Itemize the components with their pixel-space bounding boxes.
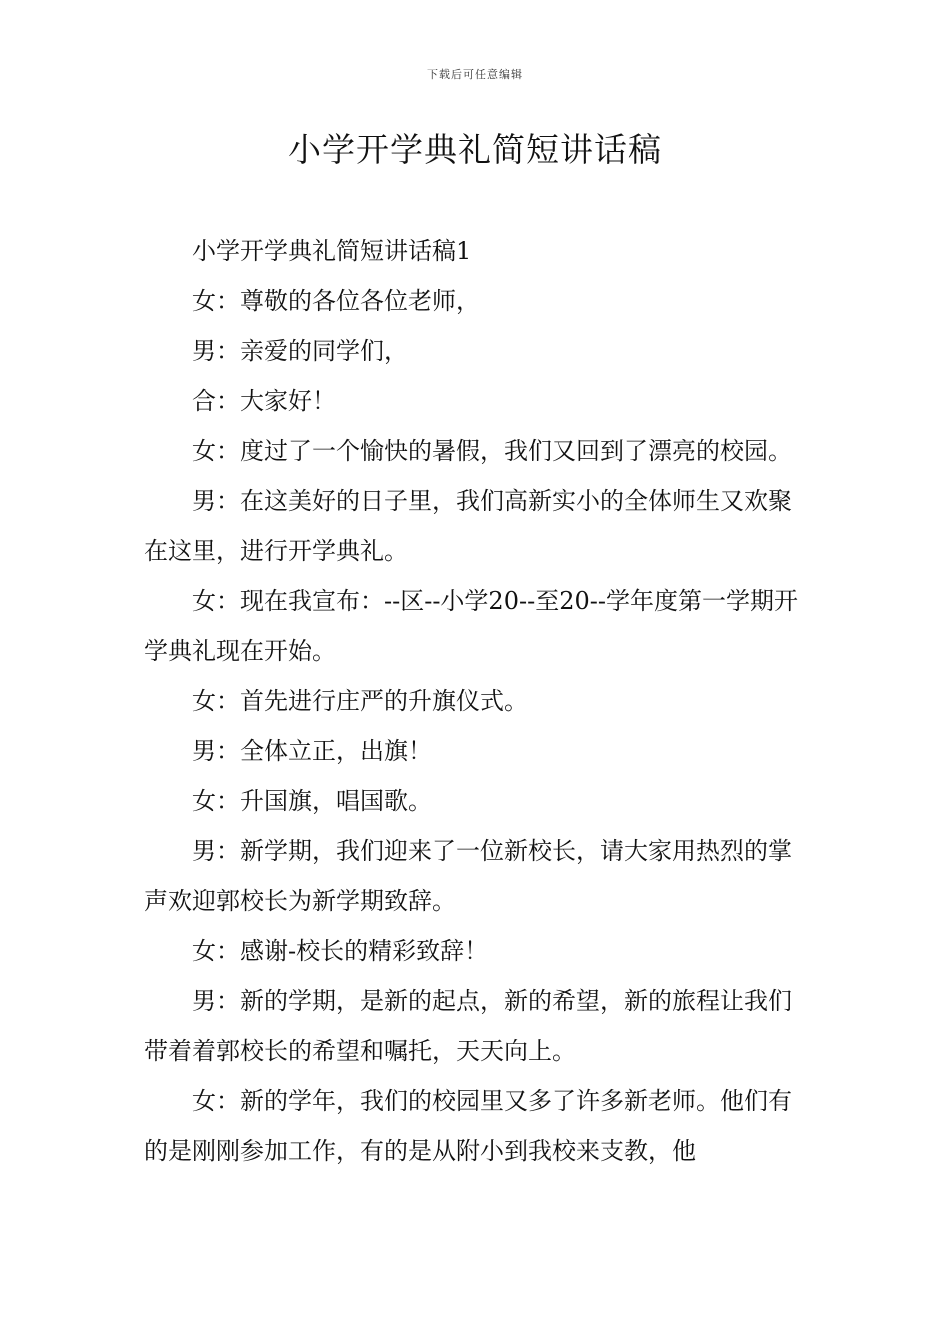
paragraph: 男：在这美好的日子里，我们高新实小的全体师生又欢聚在这里，进行开学典礼。 — [144, 487, 792, 565]
paragraph: 女：度过了一个愉快的暑假，我们又回到了漂亮的校园。 — [192, 437, 792, 465]
paragraph: 女：升国旗，唱国歌。 — [192, 787, 432, 815]
paragraph: 男：新学期，我们迎来了一位新校长，请大家用热烈的掌声欢迎郭校长为新学期致辞。 — [144, 837, 792, 915]
paragraph: 女：现在我宣布：--区--小学20--至20--学年度第一学期开学典礼现在开始。 — [144, 587, 798, 665]
paragraph: 男：亲爱的同学们， — [192, 337, 408, 365]
header-note: 下载后可任意编辑 — [427, 68, 523, 81]
paragraph: 女：尊敬的各位各位老师， — [192, 287, 480, 315]
document-title: 小学开学典礼简短讲话稿 — [288, 130, 662, 169]
paragraph: 合：大家好！ — [192, 387, 336, 415]
document-body — [144, 226, 808, 1176]
paragraph: 女：首先进行庄严的升旗仪式。 — [192, 687, 528, 715]
paragraph: 男：新的学期，是新的起点，新的希望，新的旅程让我们带着着郭校长的希望和嘱托，天天向上。 — [144, 987, 792, 1065]
paragraph: 男：全体立正，出旗！ — [192, 737, 432, 765]
paragraph: 小学开学典礼简短讲话稿1 — [192, 237, 472, 265]
paragraph: 女：新的学年，我们的校园里又多了许多新老师。他们有的是刚刚参加工作，有的是从附小到我校来支教，他 — [144, 1087, 792, 1165]
paragraph: 女：感谢-校长的精彩致辞！ — [192, 937, 489, 965]
